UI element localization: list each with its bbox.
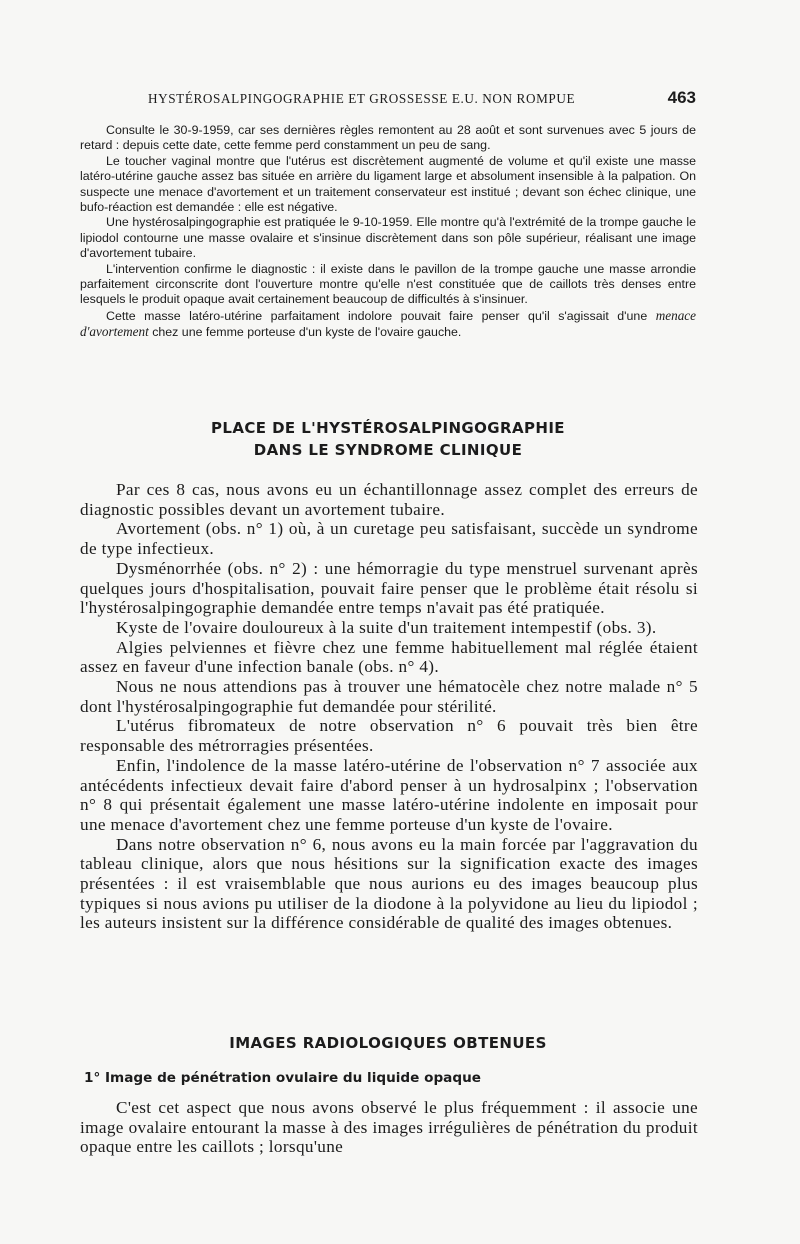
running-title: HYSTÉROSALPINGOGRAPHIE ET GROSSESSE E.U. NON ROMPUE bbox=[148, 91, 576, 106]
body-paragraph: Algies pelviennes et fièvre chez une femme habituellement mal réglée étaient assez en faveur d'une infection banale (obs. n° 4). bbox=[80, 637, 698, 677]
section-body bbox=[80, 480, 698, 933]
case-italic-text: menace d'avortement bbox=[80, 307, 696, 340]
body-paragraph: C'est cet aspect que nous avons observé le plus fréquemment : il associe une image ovalaire entourant la masse à des images irrégulières de pénétration du produit opaque entre les caillots ; lorsqu'une bbox=[80, 1098, 698, 1157]
case-paragraph bbox=[80, 308, 696, 341]
subsection-heading: 1° Image de pénétration ovulaire du liquide opaque bbox=[84, 1070, 481, 1086]
case-paragraph: Le toucher vaginal montre que l'utérus est discrètement augmenté de volume et qu'il existe une masse latéro-utérine gauche assez bas située en arrière du ligament large et absolument insensible à la palpation. On suspecte une menace d'avortement et un traitement conservateur est institué ; devant son échec clinique, une bufo-réaction est demandée : elle est négative. bbox=[80, 153, 696, 215]
case-text: chez une femme porteuse d'un kyste de l'ovaire gauche. bbox=[148, 325, 462, 340]
case-paragraph: L'intervention confirme le diagnostic : il existe dans le pavillon de la trompe gauche une masse arrondie parfaitement circonscrite dont l'ouverture montre qu'elle n'est constituée que de caillots très denses entre lesquels le produit opaque avait certainement beaucoup de difficultés à s'insinuer. bbox=[80, 261, 696, 307]
case-paragraph: Une hystérosalpingographie est pratiquée le 9-10-1959. Elle montre qu'à l'extrémité de la trompe gauche le lipiodol contourne une masse ovalaire et s'insinue discrètement dans son pôle supérieur, réalisant une image d'avortement tubaire. bbox=[80, 215, 696, 261]
body-paragraph: Par ces 8 cas, nous avons eu un échantillonnage assez complet des erreurs de diagnostic possibles devant un avortement tubaire. bbox=[80, 480, 698, 519]
section-heading-line: DANS LE SYNDROME CLINIQUE bbox=[253, 441, 523, 459]
case-text: Cette masse latéro-utérine parfaitament indolore pouvait faire penser qu'il s'agissait d'une bbox=[106, 308, 656, 323]
body-paragraph: Kyste de l'ovaire douloureux à la suite d'un traitement intempestif (obs. 3). bbox=[116, 617, 657, 637]
section-body bbox=[80, 1098, 698, 1157]
running-header bbox=[148, 88, 696, 108]
section-heading-line: PLACE DE L'HYSTÉROSALPINGOGRAPHIE bbox=[211, 419, 565, 437]
section-heading bbox=[80, 1032, 696, 1054]
case-paragraph: Consulte le 30-9-1959, car ses dernières règles remontent au 28 août et sont survenues avec 5 jours de retard : depuis cette date, cette femme perd constamment un peu de sang. bbox=[80, 123, 696, 153]
page-number: 463 bbox=[667, 88, 696, 107]
section-heading bbox=[80, 417, 696, 461]
body-paragraph: Dans notre observation n° 6, nous avons eu la main forcée par l'aggravation du tableau clinique, alors que nous hésitions sur la signification exacte des images présentées : il est vraisemblable que nous aurions eu des images beaucoup plus typiques si nous avions pu utiliser de la diodone à la polyvidone au lieu du lipiodol ; les auteurs insistent sur la différence considérable de qualité des images obtenues. bbox=[80, 834, 698, 933]
body-paragraph: Dysménorrhée (obs. n° 2) : une hémorragie du type menstruel survenant après quelques jours d'hospitalisation, pouvait faire penser que le problème était résolu si l'hystérosalpingographie demandée entre temps n'avait pas été pratiquée. bbox=[80, 558, 698, 618]
body-paragraph: L'utérus fibromateux de notre observation n° 6 pouvait très bien être responsable des métrorragies présentées. bbox=[80, 716, 698, 756]
body-paragraph: Avortement (obs. n° 1) où, à un curetage peu satisfaisant, succède un syndrome de type infectieux. bbox=[80, 519, 698, 559]
case-report bbox=[80, 123, 696, 341]
body-paragraph: Nous ne nous attendions pas à trouver une hématocèle chez notre malade n° 5 dont l'hystérosalpingographie fut demandée pour stérilité. bbox=[80, 677, 698, 716]
section-heading-line: IMAGES RADIOLOGIQUES OBTENUES bbox=[229, 1034, 547, 1052]
body-paragraph: Enfin, l'indolence de la masse latéro-utérine de l'observation n° 7 associée aux antécédents infectieux devait faire d'abord penser à un hydrosalpinx ; l'observation n° 8 qui présentait également une masse latéro-utérine indolente en imposait pour une menace d'avortement chez une femme porteuse d'un kyste de l'ovaire. bbox=[80, 755, 698, 834]
